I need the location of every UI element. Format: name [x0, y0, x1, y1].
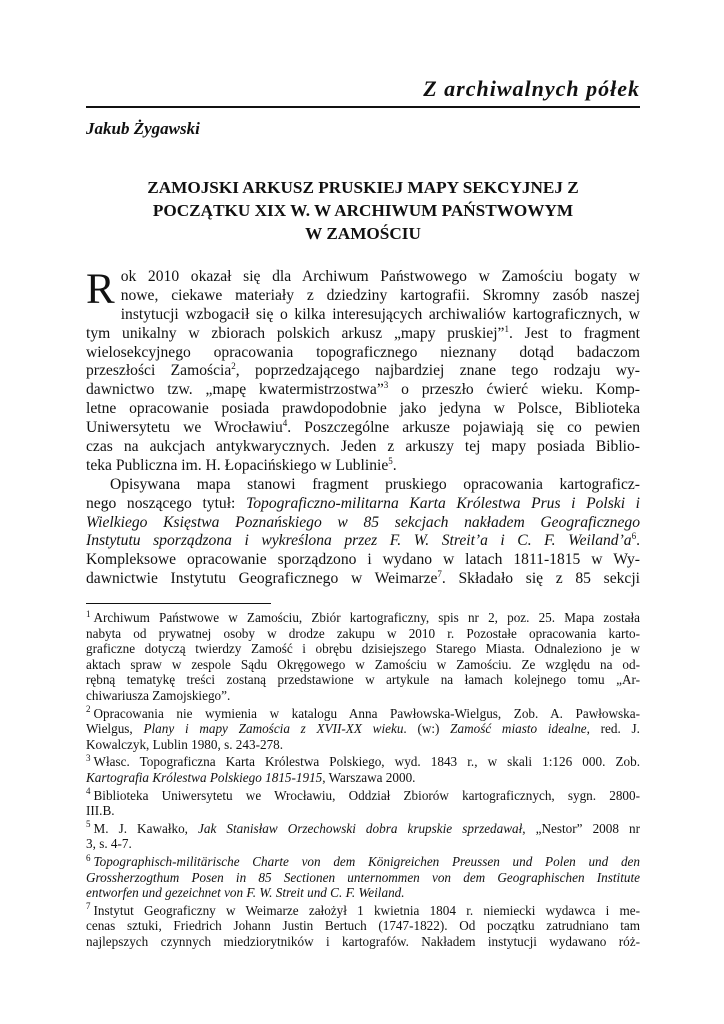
text-line: dawnictwo tzw. „mapę kwatermistrzostwa”$^3$ o przeszło ćwierć wieku. Komp-: [86, 380, 640, 399]
footnote-line: $^1$ Archiwum Państwowe w Zamościu, Zbiór kartograficzny, spis nr 2, poz. 25. Mapa została: [86, 608, 640, 625]
footnotes: [86, 610, 640, 951]
footnote-line: $^3$ Własc. Topograficzna Karta Królestwa Polskiego, wyd. 1843 r., w skali 1:126 000. Zob.: [86, 752, 640, 770]
text-line: Opisywana mapa stanowi fragment pruskiego opracowania kartograficz-: [110, 475, 640, 493]
text-line: Uniwersytetu we Wrocławiu$^4$. Poszczególne arkusze pojawiają się co pewien: [86, 417, 640, 437]
footnote-line: rębną tematykę treści zostaną przedstawione w artykule na łamach kolejnego tomu „Ar-: [86, 672, 640, 688]
text-line: Wielkiego Księstwa Poznańskiego w 85 sekcjach nakładem Geograficznego: [86, 513, 640, 531]
footnote-2: [86, 706, 640, 753]
text-line: letne opracowanie posiada prawdopodobnie jako jedyna w Polsce, Biblioteka: [86, 400, 640, 418]
footnote-line: 3, s. 4-7.: [86, 836, 132, 852]
footnote-number: 2: [86, 704, 91, 715]
footnote-number: 4: [86, 786, 91, 797]
footnote-line: nabyta od prywatnej osoby w drodze zakupu w 2010 r. Pozostałe opracowania karto-: [86, 625, 640, 641]
footnote-line: cenas sztuki, Friedrich Johann Justin Bertuch (1747-1822). Od początku zatrudniano tam: [86, 918, 640, 934]
footnote-line: $^2$ Opracowania nie wymienia w katalogu Anna Pawłowska-Wielgus, Zob. A. Pawłowska-: [86, 704, 640, 721]
footnote-4: [86, 788, 640, 819]
footnote-number: 6: [86, 852, 91, 863]
footnote-ref[interactable]: 1: [504, 323, 509, 334]
paragraph-2: [86, 476, 640, 589]
footnote-3: [86, 754, 640, 785]
footnote-line: $^4$ Biblioteka Uniwersytetu we Wrocławiu, Oddział Zbiorów kartograficznych, sygn. 2800-: [86, 786, 640, 803]
section-header: Z archiwalnych półek: [423, 76, 640, 101]
footnote-line: Wielgus, Plany i mapy Zamościa z XVII-XX wieku. (w:) Zamość miasto idealne, red. J.: [86, 721, 640, 737]
title-line: POCZĄTKU XIX W. W ARCHIWUM PAŃSTWOWYM: [152, 201, 574, 220]
footnote-7: [86, 903, 640, 950]
paragraph-1: [86, 268, 640, 476]
article-title: [86, 176, 640, 245]
text-line: dawnictwie Instytutu Geograficznego w Weimarze$^7$. Składało się z 85 sekcji: [86, 569, 641, 588]
drop-cap: R: [86, 266, 115, 313]
footnote-line: Grossherzogthum Posen in 85 Sectionen unternommen von dem Geographischen Institute: [86, 869, 640, 885]
text-line: przeszłości Zamościa$^2$, poprzedzającego najbardziej znane tego rodzaju wy-: [86, 361, 640, 380]
footnote-line: aktach spraw w zespole Sądu Okręgowego w Zamościu w Zamościu. Ze względu na od-: [86, 656, 640, 672]
text-line: teka Publiczna im. H. Łopacińskiego w Lublinie$^5$.: [86, 455, 397, 474]
footnote-line: $^7$ Instytut Geograficzny w Weimarze założył 1 kwietnia 1804 r. niemiecki wydawca i me-: [86, 901, 640, 918]
footnote-number: 7: [86, 901, 91, 912]
text-line: czas na aukcjach antykwarycznych. Jeden z arkuszy tej mapy posiada Biblio-: [86, 438, 640, 456]
text-line: wielosekcyjnego opracowania topograficznego nieznany dotąd badaczom: [86, 343, 640, 361]
text-line: Instytutu sporządzona i wykreślona przez F. W. Streit’a i C. F. $Weiland’a^6$.: [86, 531, 640, 550]
footnote-1: [86, 610, 640, 704]
footnote-line: entworfen und gezeichnet von F. W. Streit und C. F. Weiland.: [86, 885, 405, 901]
footnote-number: 5: [86, 819, 91, 830]
header-rule: [86, 106, 640, 108]
footnote-line: chiwariusza Zamojskiego”.: [86, 687, 231, 703]
footnote-ref[interactable]: 6: [631, 531, 637, 542]
footnote-ref[interactable]: 4: [282, 417, 288, 428]
footnote-line: najlepszych czynnych miedziorytników i kartografów. Nakładem instytucji wydawano róż-: [86, 933, 640, 949]
title-line: W ZAMOŚCIU: [305, 224, 421, 243]
text-line: ok 2010 okazał się dla Archiwum Państwowego w Zamościu bogaty w: [120, 268, 640, 285]
text-line: nego noszącego tytuł: Topograficzno-militarna Karta Królestwa Prus i Polski i: [86, 494, 640, 512]
footnote-line: graficzne dotyczą twierdzy Zamość i obrębu dzisiejszego Starego Miasta. Odnaleziono je w: [86, 641, 640, 657]
footnote-number: 3: [86, 752, 91, 763]
footnote-ref[interactable]: 2: [231, 361, 236, 372]
author-name: Jakub Żygawski: [86, 119, 200, 138]
footnote-5: [86, 821, 640, 852]
text-line: instytucji wzbogacił się o kilka interesujących archiwaliów kartograficznych, w: [120, 305, 640, 323]
footnote-number: 1: [86, 608, 91, 619]
text-line: nowe, ciekawe materiały z dziedziny kartografii. Skromny zasób naszej: [120, 286, 640, 304]
footnote-6: [86, 854, 640, 901]
footnote-line: $^6$ Topographisch-militärische Charte von dem Königreichen Preussen und Polen und den: [86, 852, 640, 869]
footnote-line: $^5$ M. J. Kawałko, Jak Stanisław Orzechowski dobra krupskie sprzedawał, „Nestor” 2008 nr: [86, 819, 640, 836]
footnote-ref[interactable]: 5: [388, 455, 393, 466]
footnote-line: Kowalczyk, Lublin 1980, s. 243-278.: [86, 736, 284, 752]
footnote-ref[interactable]: 7: [437, 569, 442, 580]
body-text: [86, 268, 640, 589]
footnote-ref[interactable]: 3: [383, 380, 389, 391]
footnote-line: III.B.: [86, 803, 115, 819]
text-line: tym unikalny w zbiorach polskich arkusz „mapy pruskiej”$^1$. Jest to fragment: [86, 323, 640, 342]
text-line: Kompleksowe opracowanie sporządzono i wydano w latach 1811-1815 w Wy-: [86, 551, 640, 569]
title-line: ZAMOJSKI ARKUSZ PRUSKIEJ MAPY SEKCYJNEJ Z: [147, 178, 579, 197]
footnote-line: Kartografia Królestwa Polskiego 1815-1915, Warszawa 2000.: [86, 769, 416, 785]
footnote-separator: [86, 603, 271, 604]
